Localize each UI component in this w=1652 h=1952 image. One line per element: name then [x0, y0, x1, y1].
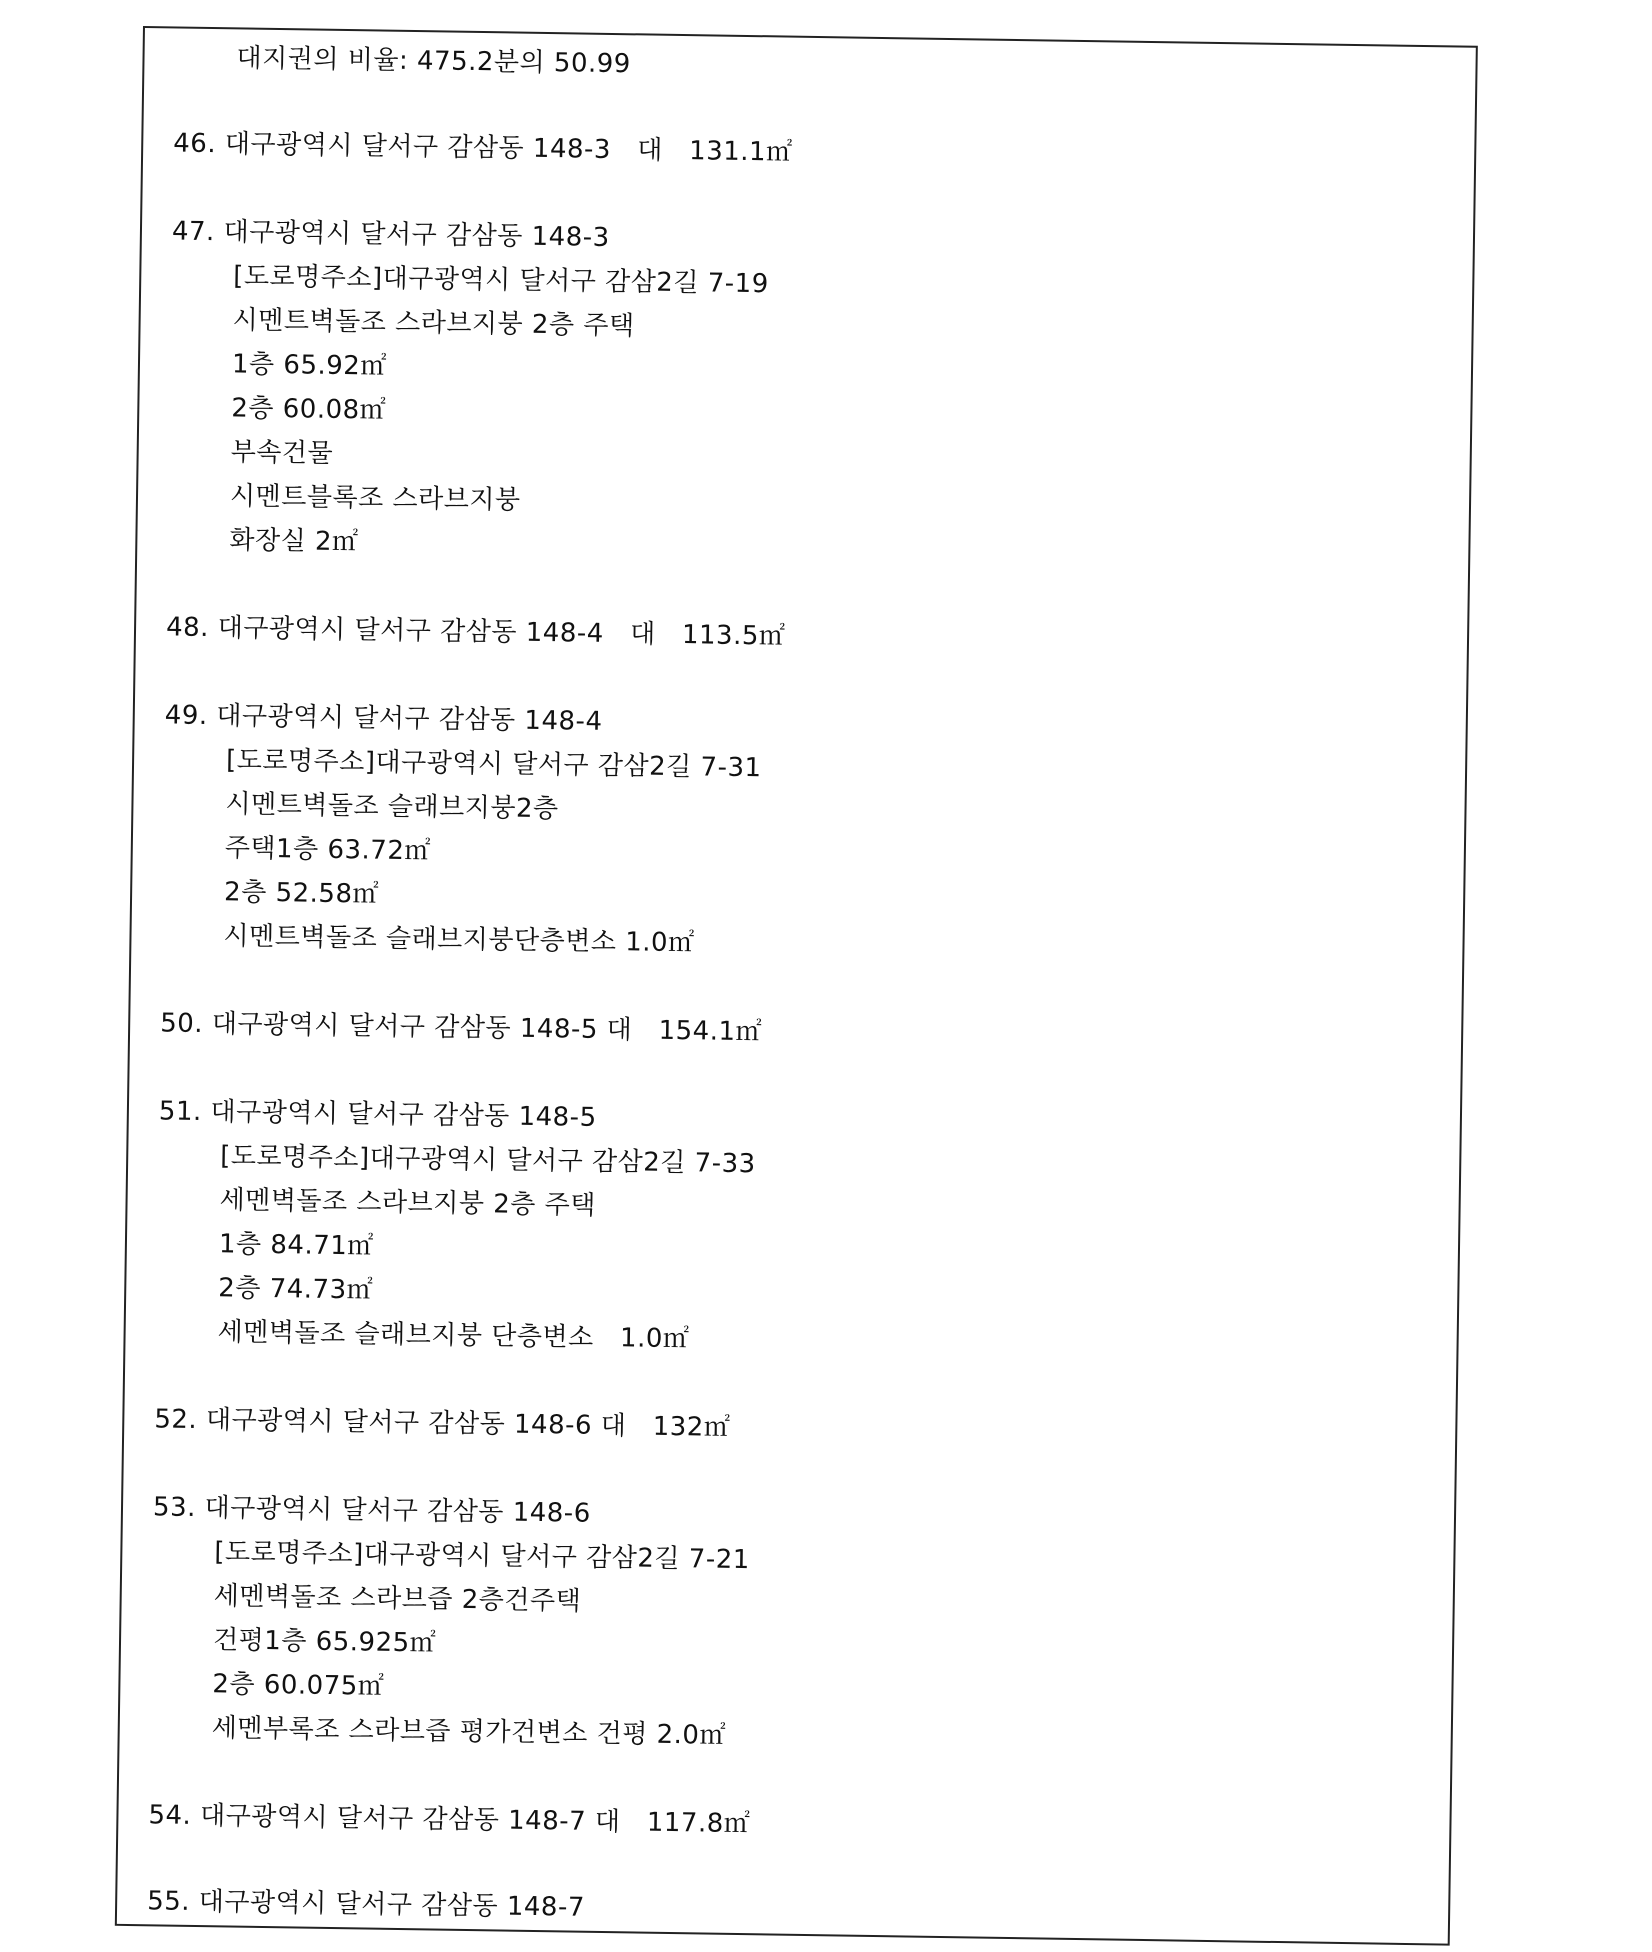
entry-number: 50.	[159, 1008, 204, 1039]
entry-text: 대구광역시 달서구 감삼동 148-4	[216, 701, 603, 737]
entry-49-detail: 시멘트벽돌조 슬래브지붕2층	[225, 789, 559, 825]
entry-53-detail: 건평1층 65.925㎡	[212, 1625, 437, 1659]
entry-51-heading	[159, 1094, 597, 1134]
entry-49-detail: 주택1층 63.72㎡	[224, 833, 432, 867]
entry-53-detail: 세멘부록조 스라브즙 평가건변소 건평 2.0㎡	[211, 1713, 727, 1751]
entry-number: 49.	[164, 700, 208, 732]
entry-text: 대구광역시 달서구 감삼동 148-7 대 117.8㎡	[199, 1801, 751, 1840]
entry-48-heading	[166, 610, 786, 653]
entry-47-heading	[172, 214, 610, 254]
entry-number: 51.	[158, 1096, 202, 1127]
entry-53-detail: 2층 60.075㎡	[212, 1669, 385, 1702]
entry-number: 46.	[173, 128, 217, 160]
entry-51-detail: 세멘벽돌조 슬래브지붕 단층변소 1.0㎡	[217, 1317, 690, 1355]
entry-text: 대구광역시 달서구 감삼동 148-4 대 113.5㎡	[217, 613, 786, 652]
entry-47-detail: 1층 65.92㎡	[231, 349, 388, 382]
entry-text: 대구광역시 달서구 감삼동 148-6	[204, 1493, 591, 1529]
entry-47-detail: 시멘트벽돌조 스라브지붕 2층 주택	[232, 305, 635, 342]
entry-49-detail: [도로명주소]대구광역시 달서구 감삼2길 7-31	[225, 745, 762, 784]
entry-47-detail: 부속건물	[230, 437, 334, 469]
entry-47-detail: 화장실 2㎡	[229, 525, 359, 558]
entry-number: 55.	[146, 1886, 191, 1917]
entry-52-heading	[154, 1402, 730, 1445]
entry-text: 대구광역시 달서구 감삼동 148-7	[198, 1887, 586, 1923]
entry-53-detail: [도로명주소]대구광역시 달서구 감삼2길 7-21	[214, 1537, 751, 1576]
entry-text: 대구광역시 달서구 감삼동 148-5	[210, 1097, 597, 1133]
entry-number: 53.	[152, 1492, 197, 1523]
entry-47-detail: [도로명주소]대구광역시 달서구 감삼2길 7-19	[233, 261, 769, 300]
entry-47-detail: 시멘트블록조 스라브지붕	[229, 481, 521, 516]
entry-53-detail: 세멘벽돌조 스라브즙 2층건주택	[213, 1581, 582, 1617]
entry-51-detail: 세멘벽돌조 스라브지붕 2층 주택	[219, 1185, 597, 1221]
entry-49-detail: 시멘트벽돌조 슬래브지붕단층변소 1.0㎡	[223, 921, 695, 959]
document-page	[115, 26, 1478, 1946]
entry-53-heading	[153, 1490, 591, 1530]
entry-51-detail: 2층 74.73㎡	[218, 1273, 374, 1306]
entry-text: 대구광역시 달서구 감삼동 148-3	[223, 217, 610, 253]
entry-54-heading	[148, 1798, 750, 1841]
entry-51-detail: 1층 84.71㎡	[218, 1229, 375, 1262]
entry-55-heading	[147, 1884, 585, 1924]
entry-number: 54.	[148, 1800, 192, 1831]
entry-number: 47.	[171, 216, 216, 248]
entry-46-heading	[173, 126, 793, 169]
entry-text: 대구광역시 달서구 감삼동 148-3 대 131.1㎡	[224, 129, 793, 168]
entry-49-heading	[165, 698, 603, 738]
entry-51-detail: [도로명주소]대구광역시 달서구 감삼2길 7-33	[220, 1141, 756, 1180]
entry-number: 48.	[165, 612, 210, 644]
entry-49-detail: 2층 52.58㎡	[223, 877, 380, 910]
entry-50-heading	[160, 1006, 762, 1049]
entry-text: 대구광역시 달서구 감삼동 148-5 대 154.1㎡	[211, 1009, 763, 1048]
land-right-ratio-line: 대지권의 비율: 475.2분의 50.99	[236, 43, 632, 80]
entry-number: 52.	[154, 1404, 198, 1435]
entry-47-detail: 2층 60.08㎡	[231, 393, 387, 426]
entry-text: 대구광역시 달서구 감삼동 148-6 대 132㎡	[205, 1405, 731, 1443]
